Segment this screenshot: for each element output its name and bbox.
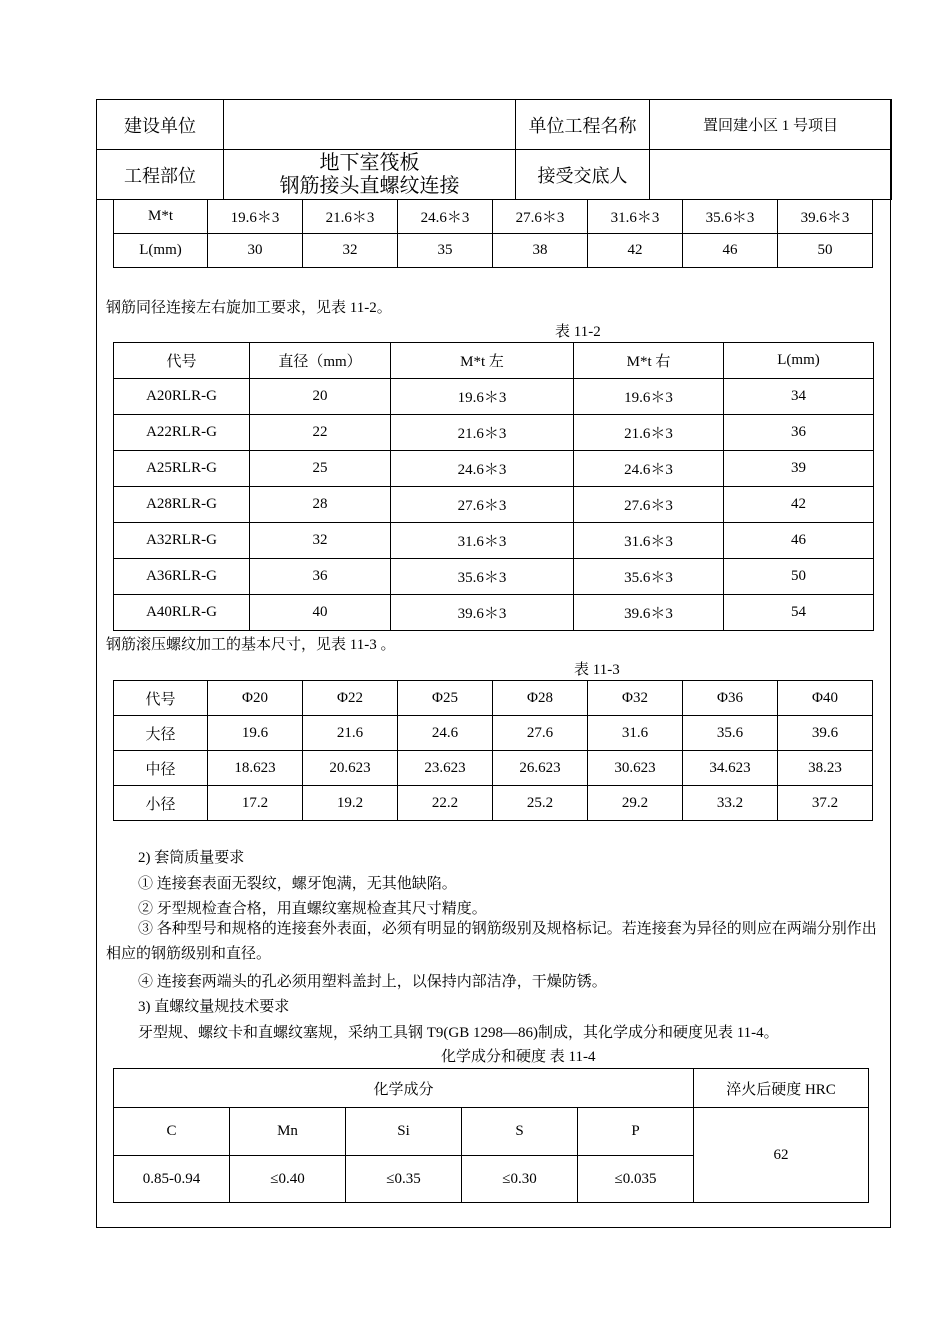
table-cell: 19.2 [303,786,398,821]
table-cell: 39 [724,451,874,487]
column-header: Φ28 [493,681,588,716]
table-cell: 39.6＊3 [391,595,574,631]
table-cell: 小径 [114,786,208,821]
table-cell: 42 [724,487,874,523]
table-11-2-intro: 钢筋同径连接左右旋加工要求，见表 11-2。 [106,300,392,316]
table-cell: 24.6＊3 [398,200,493,234]
paragraph-gauge-heading: 3) 直螺纹量规技术要求 [138,999,290,1015]
column-header: Φ32 [588,681,683,716]
table-row [114,487,874,523]
table-cell: A22RLR-G [114,415,250,451]
table-cell: 28 [250,487,391,523]
table-cell: 32 [250,523,391,559]
table-cell: ≤0.035 [578,1156,694,1203]
column-header: Φ25 [398,681,493,716]
part-value-line1: 地下室筏板 [319,151,420,174]
table-cell: ≤0.30 [462,1156,578,1203]
table-row [114,415,874,451]
column-header: M*t 左 [391,343,574,379]
table-cell: 19.6＊3 [574,379,724,415]
table-cell: 50 [724,559,874,595]
element-header: P [578,1108,694,1156]
table-row [114,451,874,487]
table-row [114,751,873,786]
table-cell: 19.6＊3 [208,200,303,234]
paragraph-item-1: ① 连接套表面无裂纹，螺牙饱满，无其他缺陷。 [138,876,457,892]
receiver-label: 接受交底人 [516,150,650,200]
table-header-row [114,1069,869,1108]
paragraph-item-4: ④ 连接套两端头的孔必须用塑料盖封上，以保持内部洁净，干燥防锈。 [138,974,607,990]
table-cell: 0.85-0.94 [114,1156,230,1203]
hardness-header: 淬火后硬度 HRC [694,1069,869,1108]
table-cell: 31.6＊3 [391,523,574,559]
table-cell: 39.6＊3 [778,200,873,234]
table-cell: 38 [493,234,588,268]
table-cell: A40RLR-G [114,595,250,631]
table-cell: ≤0.40 [230,1156,346,1203]
table-11-2-caption: 表 11-2 [555,324,601,340]
element-header: S [462,1108,578,1156]
table-row [114,595,874,631]
column-header: M*t 右 [574,343,724,379]
table-row [114,559,874,595]
part-value-line2: 钢筋接头直螺纹连接 [279,174,460,197]
table-cell: 30 [208,234,303,268]
table-cell: 35 [398,234,493,268]
table-cell: 27.6＊3 [391,487,574,523]
element-header: Si [346,1108,462,1156]
table-cell: 中径 [114,751,208,786]
part-value [224,150,516,200]
table-cell: 31.6＊3 [574,523,724,559]
project-name-label: 单位工程名称 [516,100,650,150]
column-header: 代号 [114,681,208,716]
construction-unit-value [224,100,516,150]
table-cell: 34 [724,379,874,415]
table-cell: 21.6 [303,716,398,751]
table-cell: A36RLR-G [114,559,250,595]
table-cell: 40 [250,595,391,631]
table-row [114,523,874,559]
table-row [114,234,873,268]
table-row [114,379,874,415]
table-cell: 36 [250,559,391,595]
table-cell: 46 [683,234,778,268]
paragraph-sleeve-heading: 2) 套筒质量要求 [138,850,245,866]
table-cell: 27.6＊3 [493,200,588,234]
table-cell: 23.623 [398,751,493,786]
table-cell: 32 [303,234,398,268]
table-cell: 27.6 [493,716,588,751]
table-cell: A20RLR-G [114,379,250,415]
table-cell: 37.2 [778,786,873,821]
table-cell: 24.6＊3 [391,451,574,487]
table-11-3-intro: 钢筋滚压螺纹加工的基本尺寸，见表 11-3 。 [106,637,396,653]
part-label: 工程部位 [97,150,224,200]
hardness-value: 62 [694,1108,869,1203]
table-cell: A32RLR-G [114,523,250,559]
table-cell: 24.6＊3 [574,451,724,487]
column-header: 直径（mm） [250,343,391,379]
table-11-3 [113,680,873,821]
table-cell: 22.2 [398,786,493,821]
table-cell: 25 [250,451,391,487]
table-header-row [114,681,873,716]
table-cell: 46 [724,523,874,559]
project-name-value: 置回建小区 1 号项目 [650,100,892,150]
table-cell: M*t [114,200,208,234]
table-cell: 38.23 [778,751,873,786]
table-cell: 27.6＊3 [574,487,724,523]
table-cell: 39.6＊3 [574,595,724,631]
column-header: Φ22 [303,681,398,716]
table-cell: L(mm) [114,234,208,268]
table-cell: 19.6＊3 [391,379,574,415]
table-cell: 35.6 [683,716,778,751]
table-cell: 54 [724,595,874,631]
table-row [114,716,873,751]
table-cell: 29.2 [588,786,683,821]
table-11-4-caption: 化学成分和硬度 表 11-4 [441,1049,596,1065]
paragraph-gauge-text: 牙型规、螺纹卡和直螺纹塞规，采纳工具钢 T9(GB 1298—86)制成，其化学成分和硬度见表 11-4。 [138,1025,779,1041]
table-cell: 26.623 [493,751,588,786]
table-cell: 21.6＊3 [303,200,398,234]
column-header: Φ20 [208,681,303,716]
table-header-row [114,343,874,379]
table-cell: 17.2 [208,786,303,821]
table-cell: 35.6＊3 [574,559,724,595]
table-cell: 19.6 [208,716,303,751]
table-11-4 [113,1068,869,1203]
table-cell: 34.623 [683,751,778,786]
table-cell: 21.6＊3 [391,415,574,451]
table-cell: A28RLR-G [114,487,250,523]
table-cell: 30.623 [588,751,683,786]
element-header: Mn [230,1108,346,1156]
table-cell: 31.6＊3 [588,200,683,234]
construction-unit-label: 建设单位 [97,100,224,150]
table-row [114,1108,869,1156]
table-row [114,200,873,234]
table-cell: 42 [588,234,683,268]
table-cell: 33.2 [683,786,778,821]
table-cell: 39.6 [778,716,873,751]
mt-length-table [113,199,873,268]
table-cell: 大径 [114,716,208,751]
table-cell: 21.6＊3 [574,415,724,451]
receiver-value [650,150,892,200]
table-cell: 24.6 [398,716,493,751]
column-header: L(mm) [724,343,874,379]
header-table [96,99,892,200]
column-header: 代号 [114,343,250,379]
table-row [114,786,873,821]
table-cell: 25.2 [493,786,588,821]
table-cell: 20 [250,379,391,415]
table-cell: 31.6 [588,716,683,751]
element-header: C [114,1108,230,1156]
table-cell: ≤0.35 [346,1156,462,1203]
paragraph-item-2: ② 牙型规检查合格，用直螺纹塞规检查其尺寸精度。 [138,901,487,917]
table-cell: 22 [250,415,391,451]
table-11-3-caption: 表 11-3 [574,662,620,678]
chemical-composition-header: 化学成分 [114,1069,694,1108]
table-cell: 20.623 [303,751,398,786]
table-cell: 18.623 [208,751,303,786]
table-cell: 35.6＊3 [391,559,574,595]
table-cell: 36 [724,415,874,451]
paragraph-item-3: ③ 各种型号和规格的连接套外表面，必须有明显的钢筋级别及规格标记。若连接套为异径的则应在两端分别作出相应的钢筋级别和直径。 [106,921,877,962]
table-cell: A25RLR-G [114,451,250,487]
table-cell: 35.6＊3 [683,200,778,234]
column-header: Φ40 [778,681,873,716]
table-11-2 [113,342,874,631]
column-header: Φ36 [683,681,778,716]
table-cell: 50 [778,234,873,268]
